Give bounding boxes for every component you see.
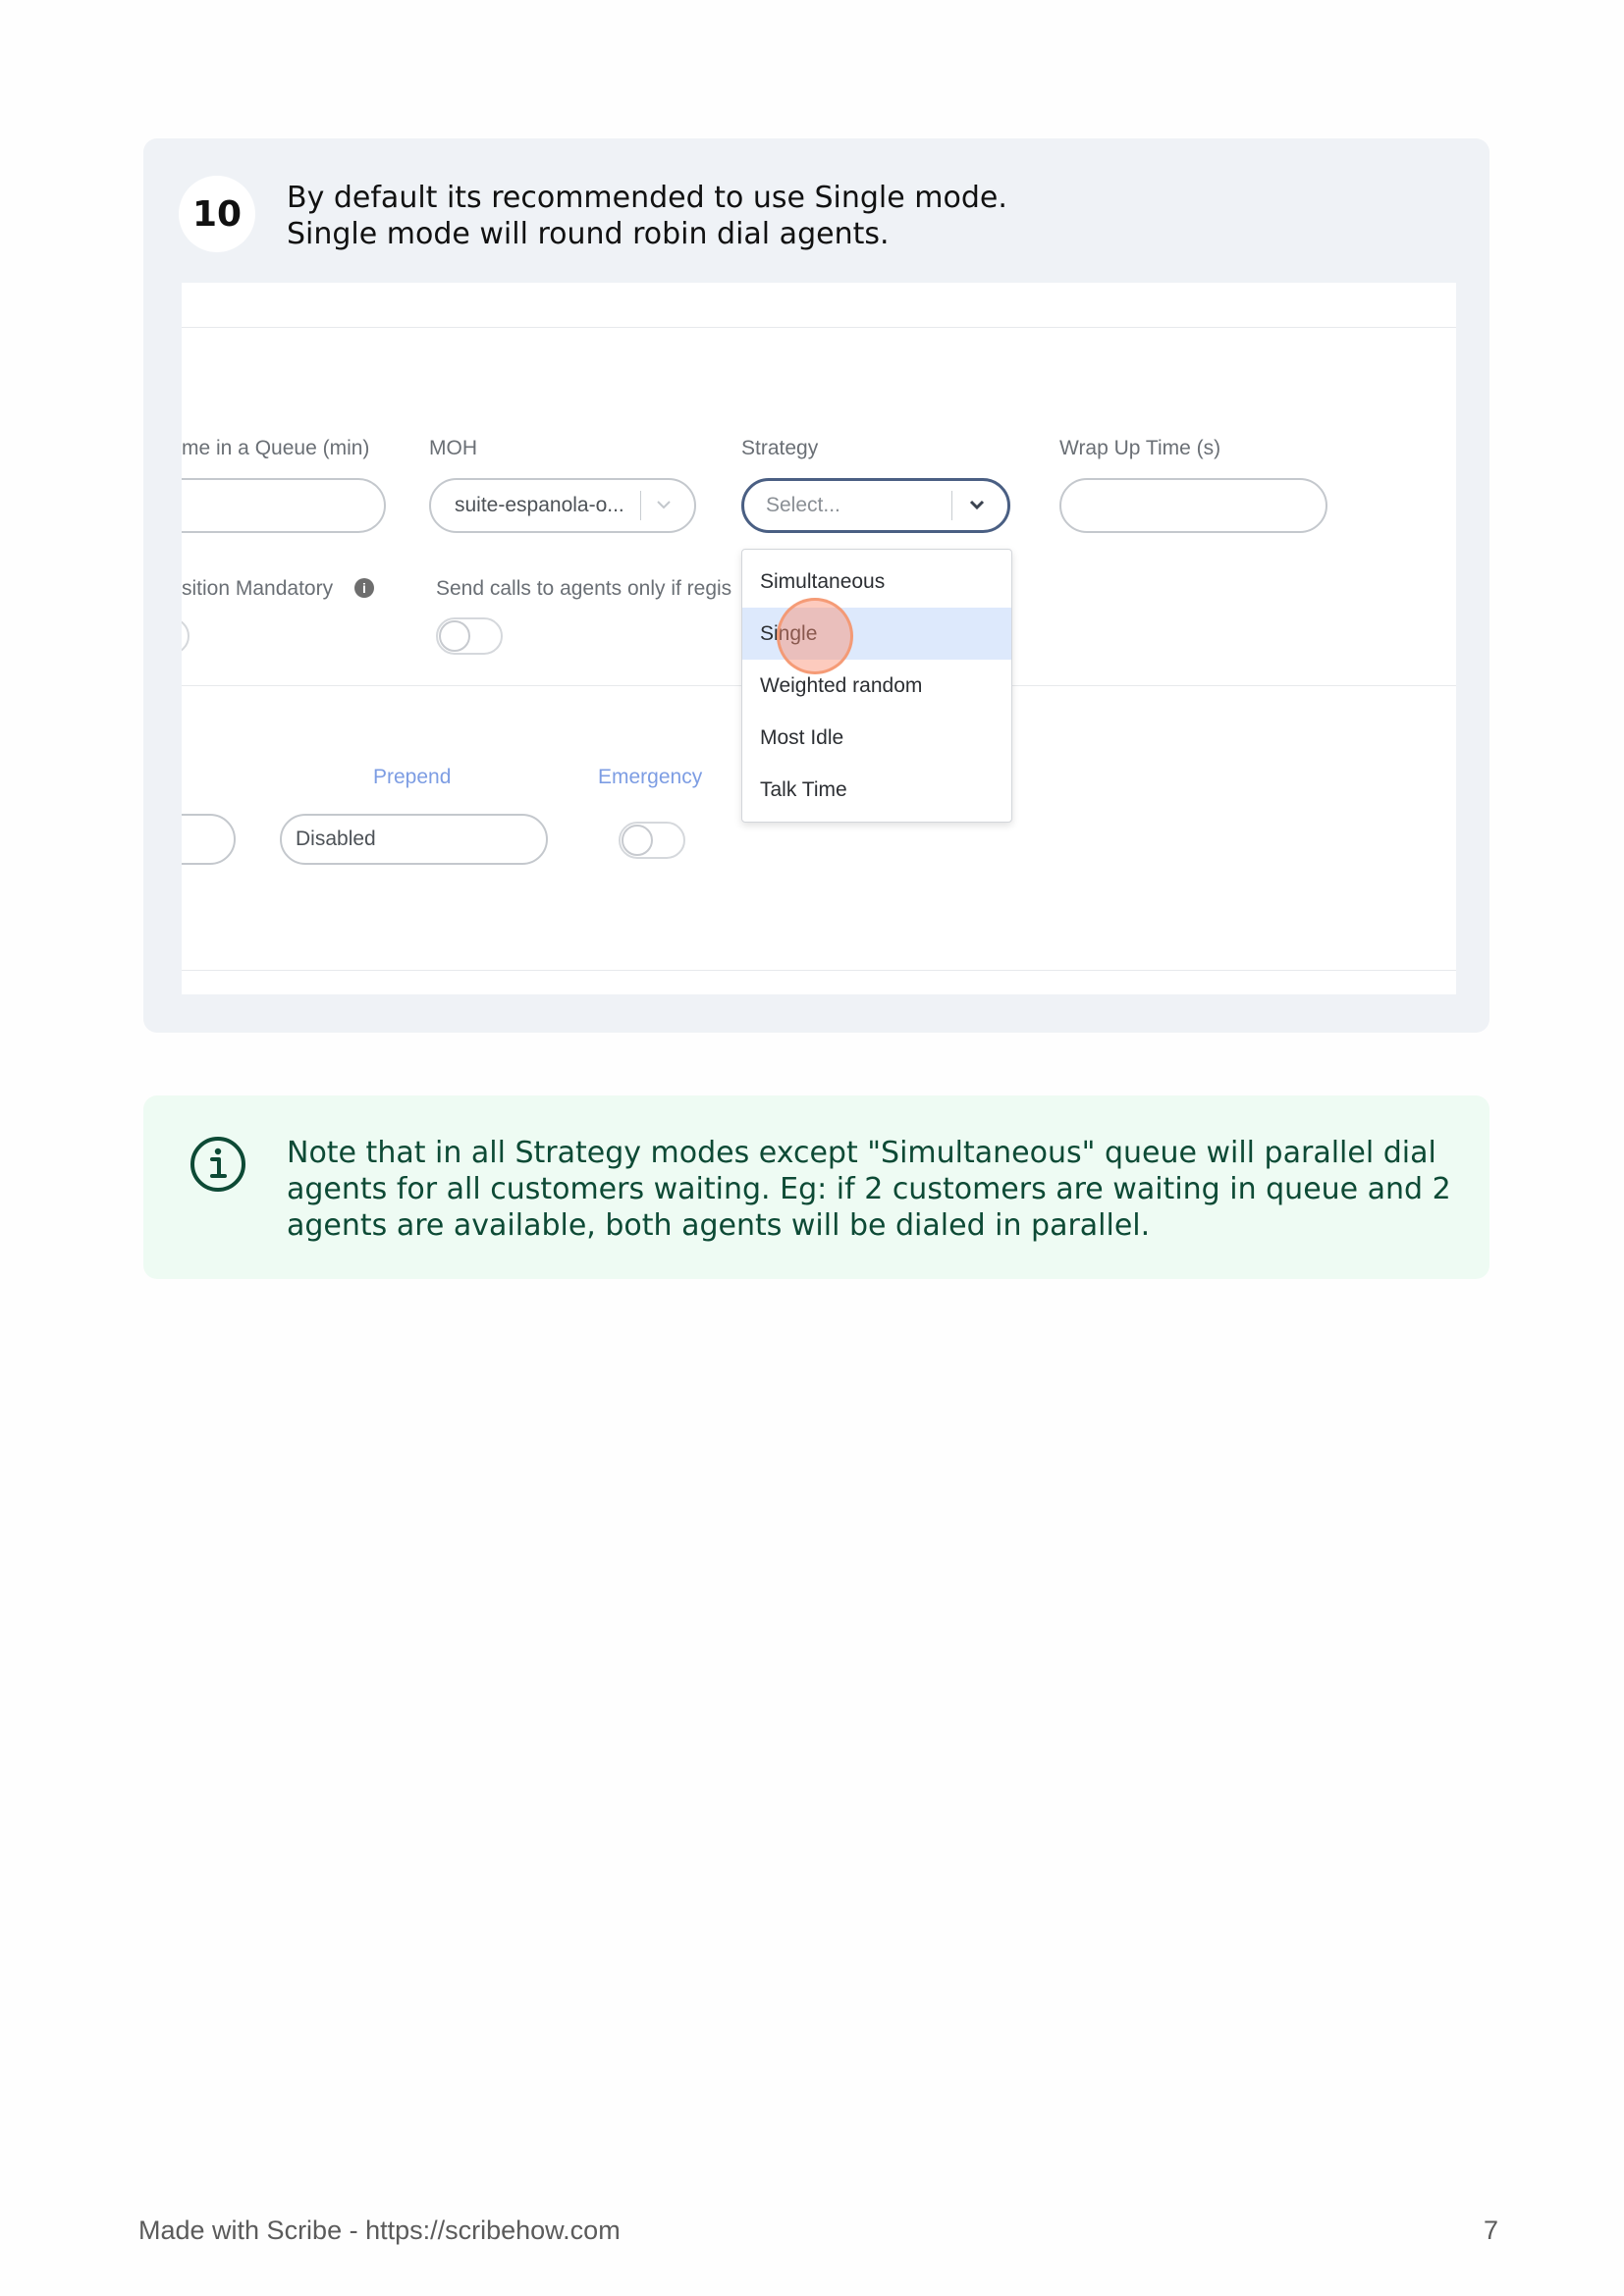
prepend-label: Prepend bbox=[373, 766, 452, 788]
note-text-line: Note that in all Strategy modes except "Simultaneous" queue will parallel dial bbox=[287, 1136, 1436, 1170]
select-separator bbox=[951, 491, 952, 520]
time-in-queue-input[interactable] bbox=[182, 478, 386, 533]
note-text-line: agents for all customers waiting. Eg: if 2 customers are waiting in queue and 2 bbox=[287, 1172, 1451, 1206]
wrap-up-time-label: Wrap Up Time (s) bbox=[1059, 437, 1221, 459]
note-callout bbox=[143, 1095, 1489, 1279]
note-text-line: agents are available, both agents will be dialed in parallel. bbox=[287, 1208, 1151, 1243]
moh-select-value: suite-espanola-o... bbox=[455, 494, 624, 516]
strategy-dropdown-menu bbox=[741, 549, 1012, 823]
disposition-mandatory-label: sition Mandatory bbox=[182, 577, 334, 600]
disposition-mandatory-toggle[interactable] bbox=[182, 617, 189, 655]
wrap-up-time-input[interactable] bbox=[1059, 478, 1327, 533]
strategy-select-placeholder: Select... bbox=[766, 494, 840, 516]
info-icon[interactable]: i bbox=[354, 578, 374, 598]
info-circle-icon bbox=[189, 1135, 247, 1194]
step-description-line: Single mode will round robin dial agents. bbox=[287, 217, 890, 251]
step-screenshot bbox=[182, 283, 1456, 994]
time-in-queue-label: me in a Queue (min) bbox=[182, 437, 370, 459]
send-calls-label: Send calls to agents only if regis bbox=[436, 577, 732, 600]
step-description-line: By default its recommended to use Single mode. bbox=[287, 181, 1007, 215]
dropdown-option-talk-time[interactable]: Talk Time bbox=[760, 777, 847, 801]
click-indicator bbox=[777, 598, 853, 674]
page-number: 7 bbox=[1483, 2216, 1498, 2245]
step-description bbox=[287, 180, 1445, 252]
dropdown-option-single[interactable]: Single bbox=[742, 608, 1011, 660]
send-calls-toggle[interactable] bbox=[436, 617, 503, 655]
prepend-input-value: Disabled bbox=[296, 828, 376, 850]
strategy-label: Strategy bbox=[741, 437, 819, 459]
chevron-down-icon[interactable] bbox=[967, 497, 987, 512]
emergency-label: Emergency bbox=[598, 766, 703, 788]
emergency-toggle[interactable] bbox=[619, 822, 685, 859]
chevron-down-icon[interactable] bbox=[655, 498, 673, 511]
footer-credit: Made with Scribe - https://scribehow.com bbox=[138, 2216, 621, 2245]
dropdown-option-simultaneous[interactable]: Simultaneous bbox=[760, 569, 886, 593]
moh-label: MOH bbox=[429, 437, 477, 459]
note-text bbox=[287, 1135, 1455, 1244]
step-number-badge: 10 bbox=[179, 176, 255, 252]
dropdown-option-most-idle[interactable]: Most Idle bbox=[760, 725, 844, 749]
step-card bbox=[143, 138, 1489, 1033]
divider bbox=[182, 327, 1456, 328]
select-separator bbox=[640, 491, 641, 520]
dropdown-option-weighted-random[interactable]: Weighted random bbox=[760, 673, 923, 697]
text-input[interactable] bbox=[182, 814, 236, 865]
divider bbox=[182, 970, 1456, 971]
